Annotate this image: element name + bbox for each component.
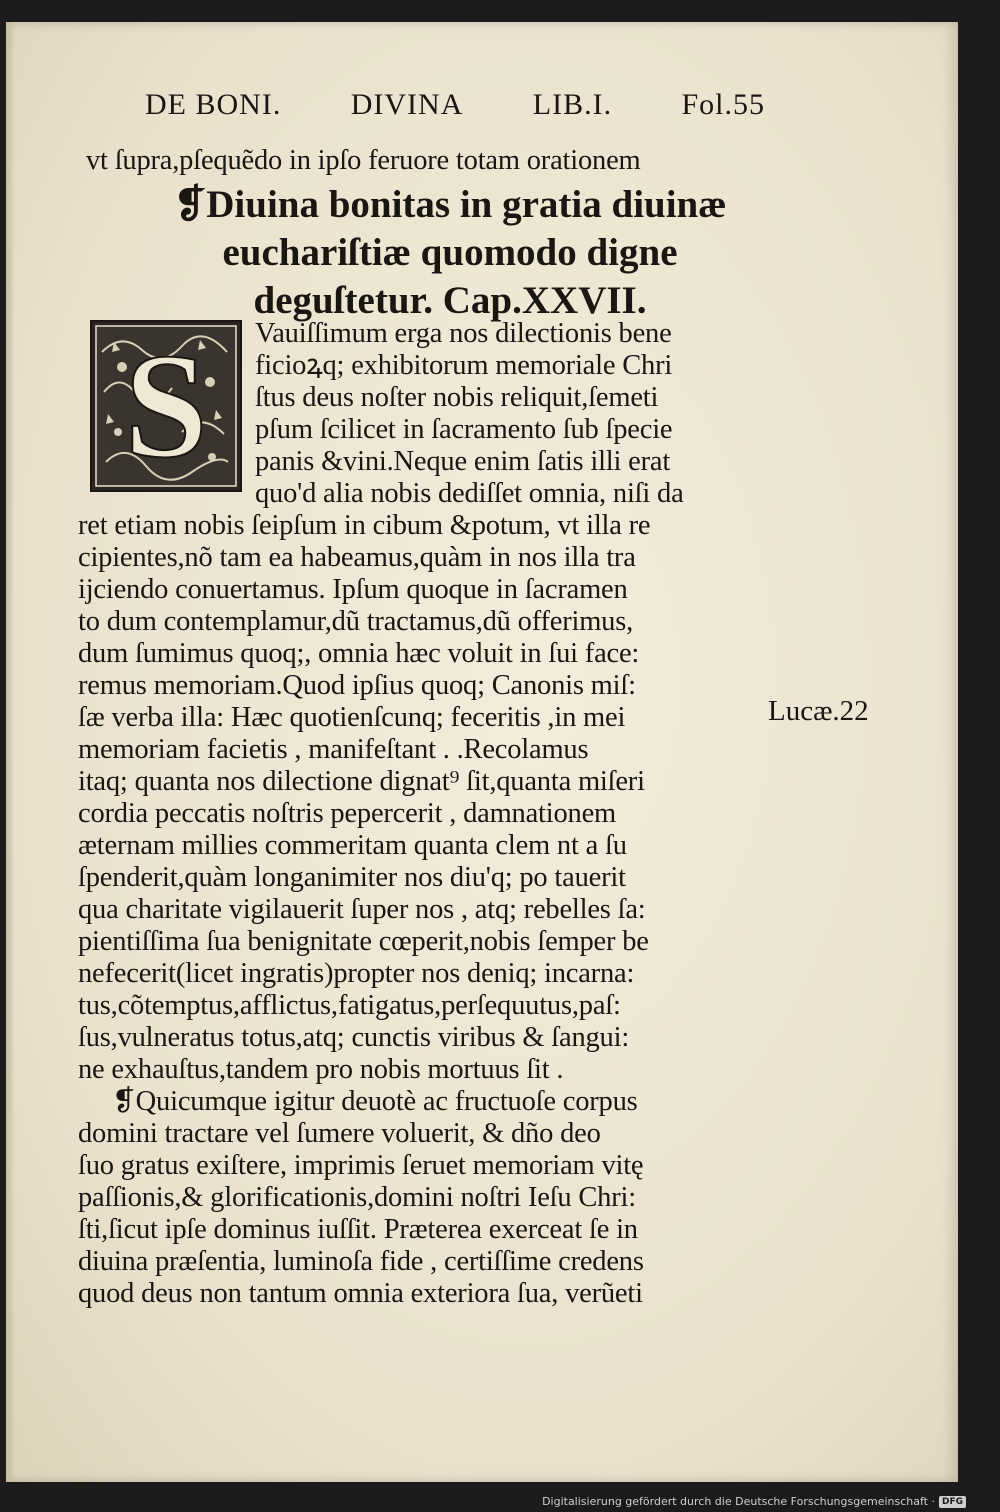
text-line: ſus,vulneratus totus,atq; cunctis viribus & ſangui: [78, 1022, 630, 1053]
text-line: quod deus non tantum omnia exteriora ſua, verũeti [78, 1278, 643, 1309]
chapter-title-line: deguſtetur. Cap.XXVII. [253, 279, 647, 322]
text-line: ſti,ſicut ipſe dominus iuſſit. Præterea exerceat ſe in [78, 1214, 638, 1245]
chapter-title-line: euchariſtiæ quomodo digne [222, 231, 678, 274]
text-line: qua charitate vigilauerit ſuper nos , atq; rebelles ſa: [78, 894, 646, 925]
text-line: ret etiam nobis ſeipſum in cibum &potum, vt illa re [78, 510, 651, 541]
text-line: Vauiſſimum erga nos dilectionis bene [255, 318, 672, 349]
chapter-title-line: ❡Diuina bonitas in gratia diuinæ [173, 183, 727, 226]
header-part: DE BONI. [145, 88, 282, 121]
text-line: ne exhauſtus,tandem pro nobis mortuus ſit . [78, 1054, 564, 1085]
text-line: quo'd alia nobis dediſſet omnia, niſi da [255, 478, 684, 509]
initial-letter: S [124, 323, 208, 489]
header-part: LIB.I. [532, 88, 613, 121]
text-line: ſæ verba illa: Hæc quotienſcunq; feceritis ,in mei [78, 702, 626, 733]
text-line: ſtus deus noſter nobis reliquit,ſemeti [255, 382, 659, 413]
text-line: to dum contemplamur,dũ tractamus,dũ offerimus, [78, 606, 634, 637]
digitization-credit [542, 1495, 966, 1508]
text-line: remus memoriam.Quod ipſius quoq; Canonis miſ: [78, 670, 636, 701]
paragraph-start-line: ❡Quicumque igitur deuotè ac fructuoſe corpus [112, 1086, 638, 1117]
text-line: nefecerit(licet ingratis)propter nos deniq; incarna: [78, 958, 635, 989]
text-line: diuina præſentia, luminoſa fide , certiſſime credens [78, 1246, 644, 1277]
text-line: ſuo gratus exiſtere, imprimis ſeruet memoriam vitę [78, 1150, 644, 1181]
text-line: panis &vini.Neque enim ſatis illi erat [255, 446, 671, 477]
text-line: domini tractare vel ſumere voluerit, & dño deo [78, 1118, 601, 1149]
text-line: memoriam facietis , manifeſtant . .Recolamus [78, 734, 589, 765]
dfg-logo-icon: DFG [939, 1496, 966, 1508]
text-line: pientiſſima ſua benignitate cœperit,nobis ſemper be [78, 926, 649, 957]
folio-number: Fol.55 [681, 88, 765, 121]
header-part: DIVINA [350, 88, 464, 121]
text-line: itaq; quanta nos dilectione dignat⁹ ſit,quanta miſeri [78, 766, 645, 797]
text-line: tus,cõtemptus,afflictus,fatigatus,perſequutus,paſ: [78, 990, 621, 1021]
text-line: pſum ſcilicet in ſacramento ſub ſpecie [255, 414, 673, 445]
text-line: ficioꝝq; exhibitorum memoriale Chri [255, 350, 673, 381]
credit-text: Digitalisierung gefördert durch die Deutsche Forschungsgemeinschaft · [542, 1495, 935, 1508]
text-line: ſpenderit,quàm longanimiter nos diu'q; po tauerit [78, 862, 626, 893]
margin-note: Lucæ.22 [768, 695, 869, 727]
running-header [145, 88, 765, 122]
text-line: cordia peccatis noſtris pepercerit , damnationem [78, 798, 617, 829]
text-line: ijciendo conuertamus. Ipſum quoque in ſacramen [78, 574, 628, 605]
text-line: æternam millies commeritam quanta clem nt a ſu [78, 830, 627, 861]
intro-line: vt ſupra,pſequẽdo in ipſo feruore totam orationem [86, 145, 641, 176]
page-gutter-shadow [6, 22, 14, 1482]
text-line: dum ſumimus quoq;, omnia hæc voluit in ſui face: [78, 638, 640, 669]
decorated-initial [90, 320, 242, 492]
text-line: paſſionis,& glorificationis,domini noſtri Ieſu Chri: [78, 1182, 636, 1213]
text-line: cipientes,nõ tam ea habeamus,quàm in nos illa tra [78, 542, 636, 573]
